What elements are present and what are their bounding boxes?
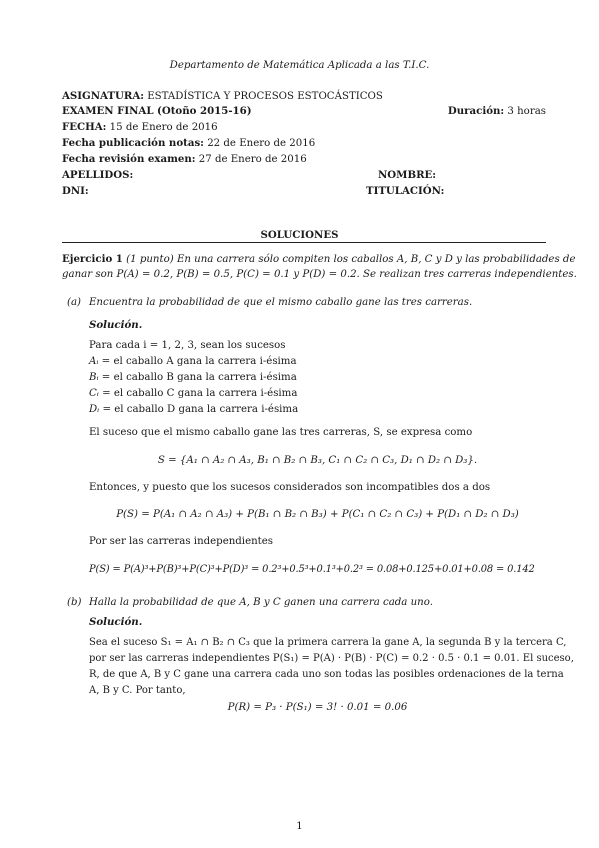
title-rule <box>62 242 546 243</box>
page-number: 1 <box>296 821 303 832</box>
exercise1-points: (1 punto) <box>126 254 174 265</box>
event-b <box>89 373 297 383</box>
part-b-text-line4: A, B y C. Por tanto, <box>89 685 186 696</box>
duracion-label: Duración: <box>447 105 505 117</box>
exercise1-label: Ejercicio 1 <box>62 253 123 265</box>
part-b-question: Halla la probabilidad de que A, B y C ganen una carrera cada uno. <box>89 597 433 608</box>
department-header: Departamento de Matemática Aplicada a las T.I.C. <box>169 60 430 71</box>
part-a-line-incompatible: Entonces, y puesto que los sucesos considerados son incompatibles dos a dos <box>89 482 491 493</box>
examen-label: EXAMEN FINAL (Otoño 2015-16) <box>62 105 252 117</box>
revision-value: 27 de Enero de 2016 <box>198 154 307 165</box>
titulacion-label: TITULACIÓN: <box>366 185 445 197</box>
solutions-title: SOLUCIONES <box>260 229 339 241</box>
fecha-value: 15 de Enero de 2016 <box>109 122 218 133</box>
part-b-text-line2: por ser las carreras independientes P(S₁) = P(A) · P(B) · P(C) = 0.2 · 0.5 · 0.1 = 0.01. El suceso, <box>89 653 574 664</box>
event-c-symbol: Cᵢ = <box>89 388 111 399</box>
nombre-label: NOMBRE: <box>378 169 437 181</box>
apellidos-label: APELLIDOS: <box>62 169 134 181</box>
dni-label: DNI: <box>62 185 89 197</box>
part-a-intro: Para cada i = 1, 2, 3, sean los sucesos <box>89 340 286 351</box>
exercise1-text1: En una carrera sólo compiten los caballos A, B, C y D y las probabilidades de <box>176 254 576 265</box>
exercise1-statement-line2: ganar son P(A) = 0.2, P(B) = 0.5, P(C) = 0.1 y P(D) = 0.2. Se realizan tres carreras independientes. <box>62 269 577 280</box>
part-b-solution-label: Solución. <box>89 616 143 628</box>
part-a-question: Encuentra la probabilidad de que el mismo caballo gane las tres carreras. <box>89 297 473 308</box>
publicacion-label: Fecha publicación notas: <box>62 137 204 149</box>
event-c <box>89 389 297 399</box>
event-b-text: el caballo B gana la carrera i-ésima <box>113 372 297 383</box>
duracion-value: 3 horas <box>507 106 546 117</box>
equation-ps: P(S) = P(A₁ ∩ A₂ ∩ A₃) + P(B₁ ∩ B₂ ∩ B₃) + P(C₁ ∩ C₂ ∩ C₃) + P(D₁ ∩ D₂ ∩ D₃) <box>116 509 519 520</box>
event-a-text: el caballo A gana la carrera i-ésima <box>113 356 297 367</box>
equation-final: P(S) = P(A)³+P(B)³+P(C)³+P(D)³ = 0.2³+0.5³+0.1³+0.2³ = 0.08+0.125+0.01+0.08 = 0.142 <box>89 564 535 575</box>
event-d-text: el caballo D gana la carrera i-ésima <box>114 404 299 415</box>
part-a-line-s: El suceso que el mismo caballo gane las tres carreras, S, se expresa como <box>89 427 473 438</box>
asignatura-row <box>62 91 383 102</box>
revision-row <box>62 154 307 165</box>
exercise1-statement-line1 <box>62 254 575 265</box>
event-d-symbol: Dᵢ = <box>89 404 111 415</box>
event-b-symbol: Bᵢ = <box>89 372 111 383</box>
event-a <box>89 357 297 367</box>
part-a-label: (a) <box>67 297 82 308</box>
equation-s: S = {A₁ ∩ A₂ ∩ A₃, B₁ ∩ B₂ ∩ B₃, C₁ ∩ C₂ ∩ C₃, D₁ ∩ D₂ ∩ D₃}. <box>157 455 478 466</box>
asignatura-label: ASIGNATURA: <box>62 90 144 102</box>
part-b-label: (b) <box>67 597 82 608</box>
fecha-row <box>62 122 218 133</box>
event-c-text: el caballo C gana la carrera i-ésima <box>113 388 298 399</box>
part-b-text-line1: Sea el suceso S₁ = A₁ ∩ B₂ ∩ C₃ que la primera carrera la gane A, la segunda B y la tercera C, <box>89 637 567 648</box>
duracion-row <box>448 106 546 117</box>
fecha-label: FECHA: <box>62 121 107 133</box>
event-d <box>89 405 298 415</box>
publicacion-row <box>62 138 315 149</box>
publicacion-value: 22 de Enero de 2016 <box>207 138 316 149</box>
equation-r: P(R) = P₃ · P(S₁) = 3! · 0.01 = 0.06 <box>227 702 408 713</box>
event-a-symbol: Aᵢ = <box>89 356 111 367</box>
part-b-text-line3: R, de que A, B y C gane una carrera cada uno son todas las posibles ordenaciones de la terna <box>89 669 564 680</box>
part-a-line-independent: Por ser las carreras independientes <box>89 536 274 547</box>
part-a-solution-label: Solución. <box>89 319 143 331</box>
asignatura-value: ESTADÍSTICA Y PROCESOS ESTOCÁSTICOS <box>147 91 383 102</box>
revision-label: Fecha revisión examen: <box>62 153 196 165</box>
